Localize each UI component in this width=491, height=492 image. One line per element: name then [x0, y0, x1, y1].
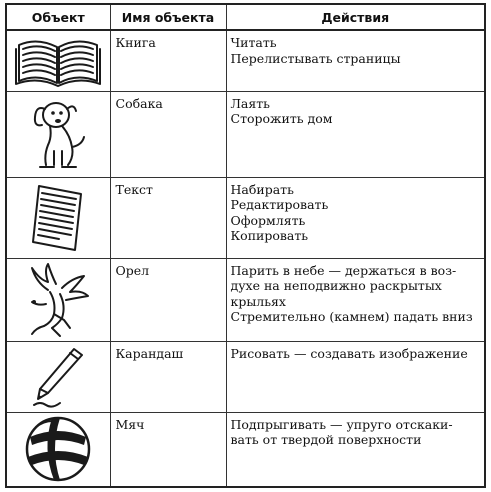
- action-line: крыльях: [230, 293, 286, 309]
- object-actions: [226, 30, 484, 91]
- header-object-name: Имя объекта: [110, 5, 226, 30]
- action-line: Редактировать: [230, 197, 329, 212]
- object-picture-cell: [7, 91, 110, 177]
- object-name: Карандаш: [110, 341, 226, 412]
- table-header-row: [7, 5, 484, 30]
- action-line: вать от твердой поверхности: [230, 432, 422, 447]
- table-row-text: [7, 177, 484, 258]
- objects-table: [7, 5, 484, 486]
- object-name: Орел: [110, 258, 226, 341]
- action-line: Перелистывать страницы: [230, 50, 401, 66]
- action-line: Читать: [230, 35, 277, 50]
- object-actions: [226, 91, 484, 177]
- ball-icon: [22, 415, 94, 483]
- header-actions: Действия: [226, 5, 484, 30]
- object-picture-cell: [7, 258, 110, 341]
- object-actions: [226, 177, 484, 258]
- object-picture-cell: [7, 30, 110, 91]
- action-line: духе на неподвижно раскрытых: [230, 278, 442, 293]
- pencil-icon: [30, 345, 86, 409]
- action-line: Набирать: [230, 181, 294, 197]
- action-line: Подпрыгивать — упруго отскаки-: [230, 416, 453, 432]
- table-row-ball: [7, 412, 484, 486]
- table-row-eagle: [7, 258, 484, 341]
- object-picture-cell: [7, 341, 110, 412]
- action-line: Оформлять: [230, 212, 306, 228]
- object-actions: [226, 412, 484, 486]
- object-name: Текст: [110, 177, 226, 258]
- object-picture-cell: [7, 412, 110, 486]
- open-book-icon: [13, 35, 103, 87]
- text-page-icon: [29, 182, 87, 254]
- object-picture-cell: [7, 177, 110, 258]
- object-name: Собака: [110, 91, 226, 177]
- action-line: Парить в небе — держаться в воз-: [230, 262, 457, 278]
- object-actions: [226, 341, 484, 412]
- action-line: Сторожить дом: [230, 111, 333, 126]
- object-name: Книга: [110, 30, 226, 91]
- table-row-book: [7, 30, 484, 91]
- objects-table-frame: [5, 3, 486, 488]
- object-name: Мяч: [110, 412, 226, 486]
- dog-icon: [28, 95, 88, 173]
- table-row-dog: [7, 91, 484, 177]
- action-line: Стремительно (камнем) падать вниз: [230, 309, 473, 324]
- eagle-icon: [26, 262, 90, 338]
- action-line: Копировать: [230, 228, 309, 243]
- header-object: Объект: [7, 5, 110, 30]
- action-line: Лаять: [230, 95, 270, 111]
- action-line: Рисовать — создавать изображение: [230, 345, 468, 361]
- object-actions: [226, 258, 484, 341]
- table-row-pencil: [7, 341, 484, 412]
